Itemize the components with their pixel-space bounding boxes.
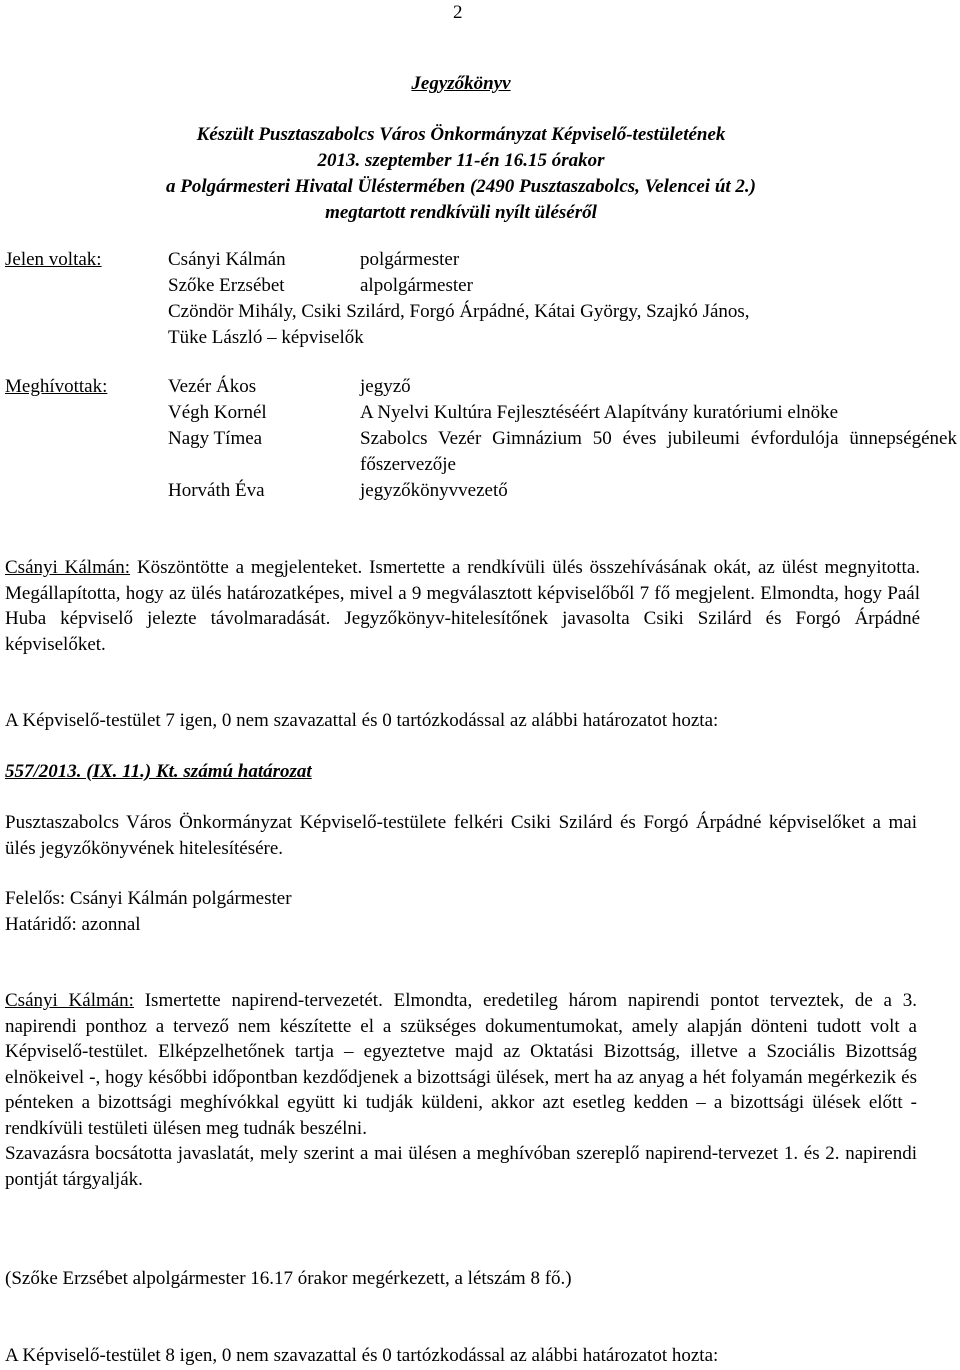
invitee-role: Szabolcs Vezér Gimnázium 50 éves jubileumi évfordulója ünnepségének főszervezője [360,428,957,475]
vote-statement: A Képviselő-testület 7 igen, 0 nem szavazattal és 0 tartózkodással az alábbi határozatot hozta: [5,710,719,731]
speaker-name: Csányi Kálmán: [5,557,131,578]
invitee-name: Vezér Ákos [168,376,257,397]
attendee-name: Csányi Kálmán [168,249,286,270]
invitee-role: jegyző [360,376,411,397]
resolution-text: Pusztaszabolcs Város Önkormányzat Képviselő-testülete felkéri Csiki Szilárd és Forgó Árpádné képviselőket a mai ülés jegyzőkönyvének hitelesítésére. [5,812,917,859]
paragraph-text: Ismertette napirend-tervezetét. Elmondta, eredetileg három napirendi pontot terveztek, de a 3. napirendi ponthoz a tervező nem készítette el a szükséges dokumentumokat, amely alapján dönteni tudott volt a Képviselő-testület. Elképzelhetőnek tartja – egyeztetve majd az Oktatási Bizottság, illetve a Szociális Bizottság elnökeivel -, hogy későbbi időpontban kezdődjenek a bizottsági ülések, mert ha az anyag a hét folyamán megérkezik és pénteken a bizottsági meghívókkal együtt ki tudják küldeni, akkor azt esetleg kedden – a bizottsági ülések előtt - rendkívüli testületi ülésen meg tudnák beszélni. [5,990,917,1139]
resolution-responsible: Felelős: Csányi Kálmán polgármester [5,888,292,909]
invitee-name: Horváth Éva [168,480,265,501]
present-label: Jelen voltak: [5,249,102,270]
subtitle-line: Készült Pusztaszabolcs Város Önkormányzat Képviselő-testületének [196,124,726,145]
document-title: Jegyzőkönyv [411,73,511,94]
speaker-name: Csányi Kálmán: [5,990,134,1011]
attendee-name: Szőke Erzsébet [168,275,285,296]
agenda-paragraph [5,988,917,1192]
invitee-name: Végh Kornél [168,402,267,423]
invitee-role: jegyzőkönyvvezető [360,480,508,501]
paragraph-text-2: Szavazásra bocsátotta javaslatát, mely szerint a mai ülésen a meghívóban szereplő napirend-tervezet 1. és 2. napirendi pontját tárgyalják. [5,1143,917,1190]
representatives-list: Tüke László – képviselők [168,327,364,348]
resolution-deadline: Határidő: azonnal [5,914,141,935]
attendee-role: polgármester [360,249,460,270]
resolution-number-wrap [5,759,917,785]
resolution-number: 557/2013. (IX. 11.) Kt. számú határozat [5,761,312,782]
arrival-note: (Szőke Erzsébet alpolgármester 16.17 órakor megérkezett, a létszám 8 fő.) [5,1268,572,1289]
attendee-role: alpolgármester [360,275,473,296]
subtitle-line: 2013. szeptember 11-én 16.15 órakor [317,150,605,171]
vote-statement-2: A Képviselő-testület 8 igen, 0 nem szavazattal és 0 tartózkodással az alábbi határozatot hozta: [5,1345,719,1366]
paragraph-text: Köszöntötte a megjelenteket. Ismertette a rendkívüli ülés összehívásának okát, az ülést megnyitotta. Megállapította, hogy az ülés határozatképes, mivel a 9 megválasztott képviselőből 7 fő megjelent. Elmondta, hogy Paál Huba képviselő jelezte távolmaradását. Jegyzőkönyv-hitelesítőnek javasolta Csiki Szilárd és Forgó Árpádné képviselőket. [5,557,921,655]
opening-paragraph [5,555,920,657]
subtitle-line: a Polgármesteri Hivatal Üléstermében (2490 Pusztaszabolcs, Velencei út 2.) [165,176,757,197]
invitee-name: Nagy Tímea [168,428,263,449]
document-subtitle [5,122,917,226]
invited-label: Meghívottak: [5,376,108,397]
invitee-role: A Nyelvi Kultúra Fejlesztéséért Alapítvány kuratóriumi elnöke [360,402,839,423]
subtitle-line: megtartott rendkívüli nyílt üléséről [325,202,597,223]
representatives-list: Czöndör Mihály, Csiki Szilárd, Forgó Árpádné, Kátai György, Szajkó János, [168,301,750,322]
page-number: 2 [453,2,463,23]
